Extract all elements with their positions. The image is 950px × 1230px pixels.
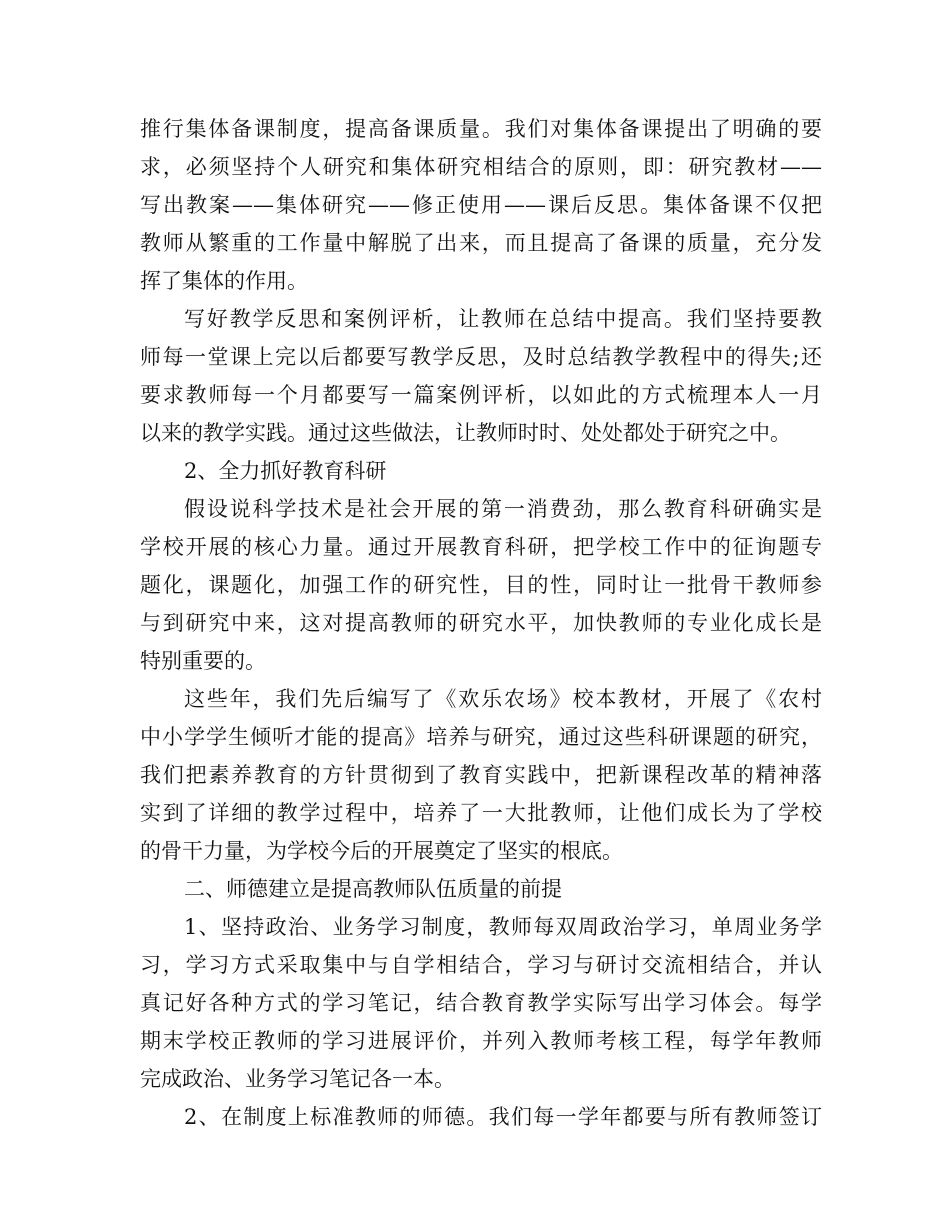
text-line: 要求教师每一个月都要写一篇案例评析，以如此的方式梳理本人一月 xyxy=(140,383,822,407)
text-line: 与到研究中来，这对提高教师的研究水平，加快教师的专业化成长是 xyxy=(140,611,822,635)
text-line: 2、在制度上标准教师的师德。我们每一学年都要与所有教师签订 xyxy=(184,1105,822,1129)
section-heading-teacher-ethics xyxy=(140,870,822,908)
text-line: 以来的教学实践。通过这些做法，让教师时时、处处都处于研究之中。 xyxy=(140,421,791,445)
text-line: 实到了详细的教学过程中，培养了一大批教师，让他们成长为了学校 xyxy=(140,801,822,825)
text-line: 挥了集体的作用。 xyxy=(140,269,308,293)
text-line: 假设说科学技术是社会开展的第一消费劲，那么教育科研确实是 xyxy=(184,497,822,521)
text-line: 师每一堂课上完以后都要写教学反思，及时总结教学教程中的得失;还 xyxy=(140,345,822,369)
paragraph-study-system xyxy=(140,908,822,1098)
text-line: 期末学校正教师的学习进展评价，并列入教师考核工程，每学年教师 xyxy=(140,1029,822,1053)
heading-line: 2、全力抓好教育科研 xyxy=(184,459,387,483)
document-page xyxy=(140,110,822,1136)
text-line: 教师从繁重的工作量中解脱了出来，而且提高了备课的质量，充分发 xyxy=(140,231,822,255)
paragraph-research-projects xyxy=(140,680,822,870)
paragraph-collective-lesson-prep xyxy=(140,110,822,300)
text-line: 的骨干力量，为学校今后的开展奠定了坚实的根底。 xyxy=(140,839,623,863)
text-line: 完成政治、业务学习笔记各一本。 xyxy=(140,1067,455,1091)
text-line: 学校开展的核心力量。通过开展教育科研，把学校工作中的征询题专 xyxy=(140,535,822,559)
heading-line: 二、师德建立是提高教师队伍质量的前提 xyxy=(184,877,562,901)
text-line: 1、坚持政治、业务学习制度，教师每双周政治学习，单周业务学 xyxy=(184,915,822,939)
paragraph-education-research xyxy=(140,490,822,680)
text-line: 这些年，我们先后编写了《欢乐农场》校本教材，开展了《农村 xyxy=(184,687,822,711)
paragraph-ethics-standards xyxy=(140,1098,822,1136)
paragraph-teaching-reflection xyxy=(140,300,822,452)
text-line: 我们把素养教育的方针贯彻到了教育实践中，把新课程改革的精神落 xyxy=(140,763,822,787)
text-line: 中小学学生倾听才能的提高》培养与研究，通过这些科研课题的研究， xyxy=(140,725,822,749)
section-heading-research xyxy=(140,452,822,490)
text-line: 题化，课题化，加强工作的研究性，目的性，同时让一批骨干教师参 xyxy=(140,573,822,597)
text-line: 特别重要的。 xyxy=(140,649,266,673)
text-line: 推行集体备课制度，提高备课质量。我们对集体备课提出了明确的要 xyxy=(140,117,822,141)
text-line: 写出教案——集体研究——修正使用——课后反思。集体备课不仅把 xyxy=(140,193,822,217)
text-line: 求，必须坚持个人研究和集体研究相结合的原则，即：研究教材—— xyxy=(140,155,822,179)
text-line: 写好教学反思和案例评析，让教师在总结中提高。我们坚持要教 xyxy=(184,307,822,331)
text-line: 真记好各种方式的学习笔记，结合教育教学实际写出学习体会。每学 xyxy=(140,991,822,1015)
text-line: 习，学习方式采取集中与自学相结合，学习与研讨交流相结合，并认 xyxy=(140,953,822,977)
